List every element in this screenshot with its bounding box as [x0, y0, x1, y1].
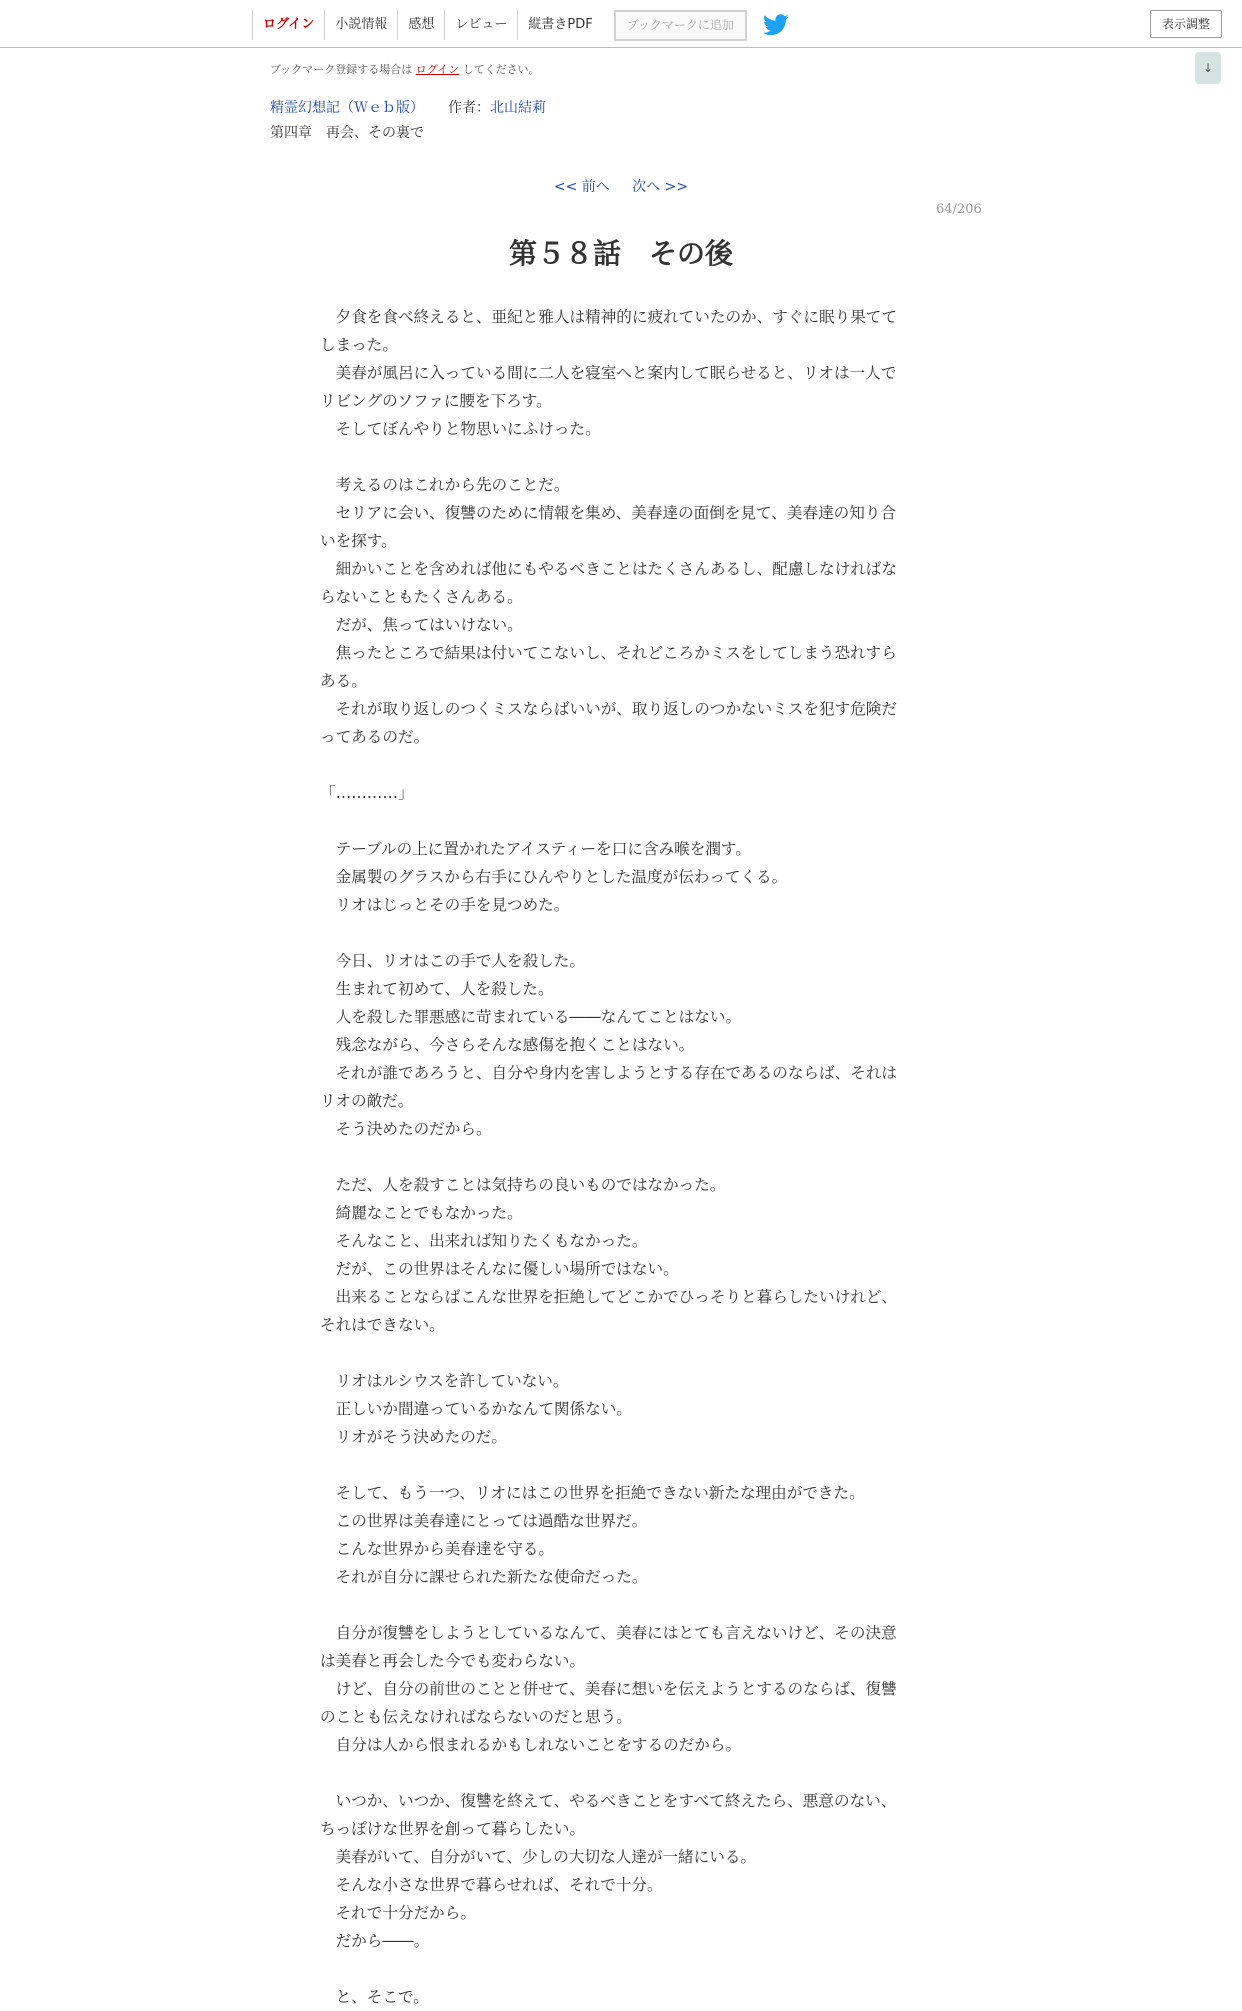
body-line: テーブルの上に置かれたアイスティーを口に含み喉を潤す。	[320, 840, 751, 858]
body-line: らないこともたくさんある。	[320, 588, 523, 606]
body-line: リビングのソファに腰を下ろす。	[320, 392, 552, 410]
body-line: ってあるのだ。	[320, 728, 430, 746]
body-line: セリアに会い、復讐のために情報を集め、美春達の面倒を見て、美春達の知り合	[320, 504, 897, 522]
body-line	[320, 443, 920, 471]
body-line: それが自分に課せられた新たな使命だった。	[320, 1568, 648, 1586]
body-line: それはできない。	[320, 1316, 445, 1334]
body-line: それが誰であろうと、自分や身内を害しようとする存在であるのならば、それは	[320, 1064, 897, 1082]
prev-episode-link[interactable]: << 前へ	[553, 179, 610, 195]
page-number: 64/206	[936, 202, 982, 217]
body-line: リオの敵だ。	[320, 1092, 414, 1110]
author-link[interactable]: 北山結莉	[490, 100, 546, 116]
body-line: だから――。	[320, 1932, 430, 1950]
bookmark-login-notice	[270, 61, 540, 77]
body-line: 生まれて初めて、人を殺した。	[320, 980, 554, 998]
twitter-icon[interactable]	[763, 13, 791, 37]
body-line: ただ、人を殺すことは気持ちの良いものではなかった。	[320, 1176, 726, 1194]
body-line: ちっぽけな世界を創って暮らしたい。	[320, 1820, 586, 1838]
body-line: リオがそう決めたのだ。	[320, 1428, 507, 1446]
body-line: リオはルシウスを許していない。	[320, 1372, 569, 1390]
body-line: だが、焦ってはいけない。	[320, 616, 523, 634]
body-line: そしてぼんやりと物思いにふけった。	[320, 420, 601, 438]
body-line: 出来ることならばこんな世界を拒絶してどこかでひっそりと暮らしたいけれど、	[320, 1288, 897, 1306]
body-line: いを探す。	[320, 532, 397, 550]
body-line: 細かいことを含めれば他にもやるべきことはたくさんあるし、配慮しなければな	[320, 560, 897, 578]
bookmark-add-button[interactable]: ブックマークに追加	[614, 10, 747, 41]
body-line: 美春がいて、自分がいて、少しの大切な人達が一緒にいる。	[320, 1848, 757, 1866]
novel-title-link[interactable]: 精霊幻想記（Ｗｅｂ版）	[270, 100, 424, 116]
body-line: 焦ったところで結果は付いてこないし、それどころかミスをしてしまう恐れすら	[320, 644, 897, 662]
body-line: いつか、いつか、復讐を終えて、やるべきことをすべて終えたら、悪意のない、	[320, 1792, 897, 1810]
body-line: そんなこと、出来れば知りたくもなかった。	[320, 1232, 648, 1250]
body-line: 綺麗なことでもなかった。	[320, 1204, 523, 1222]
body-line: リオはじっとその手を見つめた。	[320, 896, 570, 914]
body-line	[320, 1143, 920, 1171]
body-line	[320, 751, 920, 779]
body-line: そう決めたのだから。	[320, 1120, 492, 1138]
top-header	[0, 0, 1242, 48]
body-line: そして、もう一つ、リオにはこの世界を拒絶できない新たな理由ができた。	[320, 1484, 865, 1502]
body-line: こんな世界から美春達を守る。	[320, 1540, 554, 1558]
body-line: だが、この世界はそんなに優しい場所ではない。	[320, 1260, 679, 1278]
body-line: は美春と再会した今でも変わらない。	[320, 1652, 586, 1670]
author-label: 作者：	[448, 100, 490, 116]
body-line: 残念ながら、今さらそんな感傷を抱くことはない。	[320, 1036, 695, 1054]
body-line: 今日、リオはこの手で人を殺した。	[320, 952, 585, 970]
body-line: のことも伝えなければならないのだと思う。	[320, 1708, 632, 1726]
body-line	[320, 1759, 920, 1787]
nav-login-link[interactable]: ログイン	[252, 10, 324, 40]
body-line: ある。	[320, 672, 367, 690]
body-line: と、そこで。	[320, 1988, 429, 2006]
display-adjust-button[interactable]: 表示調整	[1150, 10, 1222, 38]
chapter-title: 第四章 再会、その裏で	[270, 125, 424, 141]
next-episode-link[interactable]: 次へ >>	[632, 179, 689, 195]
episode-body	[320, 303, 920, 2011]
body-line	[320, 919, 920, 947]
body-line: 考えるのはこれから先のことだ。	[320, 476, 570, 494]
body-line: しまった。	[320, 336, 398, 354]
body-line	[320, 807, 920, 835]
episode-pager	[0, 176, 1242, 196]
body-line: けど、自分の前世のことと併せて、美春に想いを伝えようとするのならば、復讐	[320, 1680, 897, 1698]
body-line: それが取り返しのつくミスならばいいが、取り返しのつかないミスを犯す危険だ	[320, 700, 897, 718]
body-line: 美春が風呂に入っている間に二人を寝室へと案内して眠らせると、リオは一人で	[320, 364, 897, 382]
nav-vertical-pdf-link[interactable]: 縦書きPDF	[517, 10, 602, 40]
notice-login-link[interactable]: ログイン	[415, 63, 460, 76]
nav-novel-info-link[interactable]: 小説情報	[324, 10, 397, 40]
body-line: この世界は美春達にとっては過酷な世界だ。	[320, 1512, 648, 1530]
body-line	[320, 1591, 920, 1619]
top-nav	[252, 10, 791, 40]
body-line: それで十分だから。	[320, 1904, 476, 1922]
body-line: 自分が復讐をしようとしているなんて、美春にはとても言えないけど、その決意	[320, 1624, 897, 1642]
scroll-down-button[interactable]: ↓	[1195, 52, 1221, 84]
body-line: 「…………」	[320, 784, 414, 802]
body-line: そんな小さな世界で暮らせれば、それで十分。	[320, 1876, 663, 1894]
episode-title: 第５８話 その後	[508, 237, 733, 270]
body-line: 夕食を食べ終えると、亜紀と雅人は精神的に疲れていたのか、すぐに眠り果てて	[320, 308, 897, 326]
body-line: 正しいか間違っているかなんて関係ない。	[320, 1400, 632, 1418]
nav-impressions-link[interactable]: 感想	[397, 10, 444, 40]
body-line	[320, 1451, 920, 1479]
body-line: 金属製のグラスから右手にひんやりとした温度が伝わってくる。	[320, 868, 788, 886]
nav-review-link[interactable]: レビュー	[444, 10, 517, 40]
body-line	[320, 1339, 920, 1367]
body-line: 自分は人から恨まれるかもしれないことをするのだから。	[320, 1736, 742, 1754]
body-line	[320, 1955, 920, 1983]
body-line: 人を殺した罪悪感に苛まれている――なんてことはない。	[320, 1008, 742, 1026]
author-line	[448, 97, 546, 117]
notice-suffix: してください。	[462, 63, 540, 76]
notice-prefix: ブックマーク登録する場合は	[270, 63, 413, 76]
